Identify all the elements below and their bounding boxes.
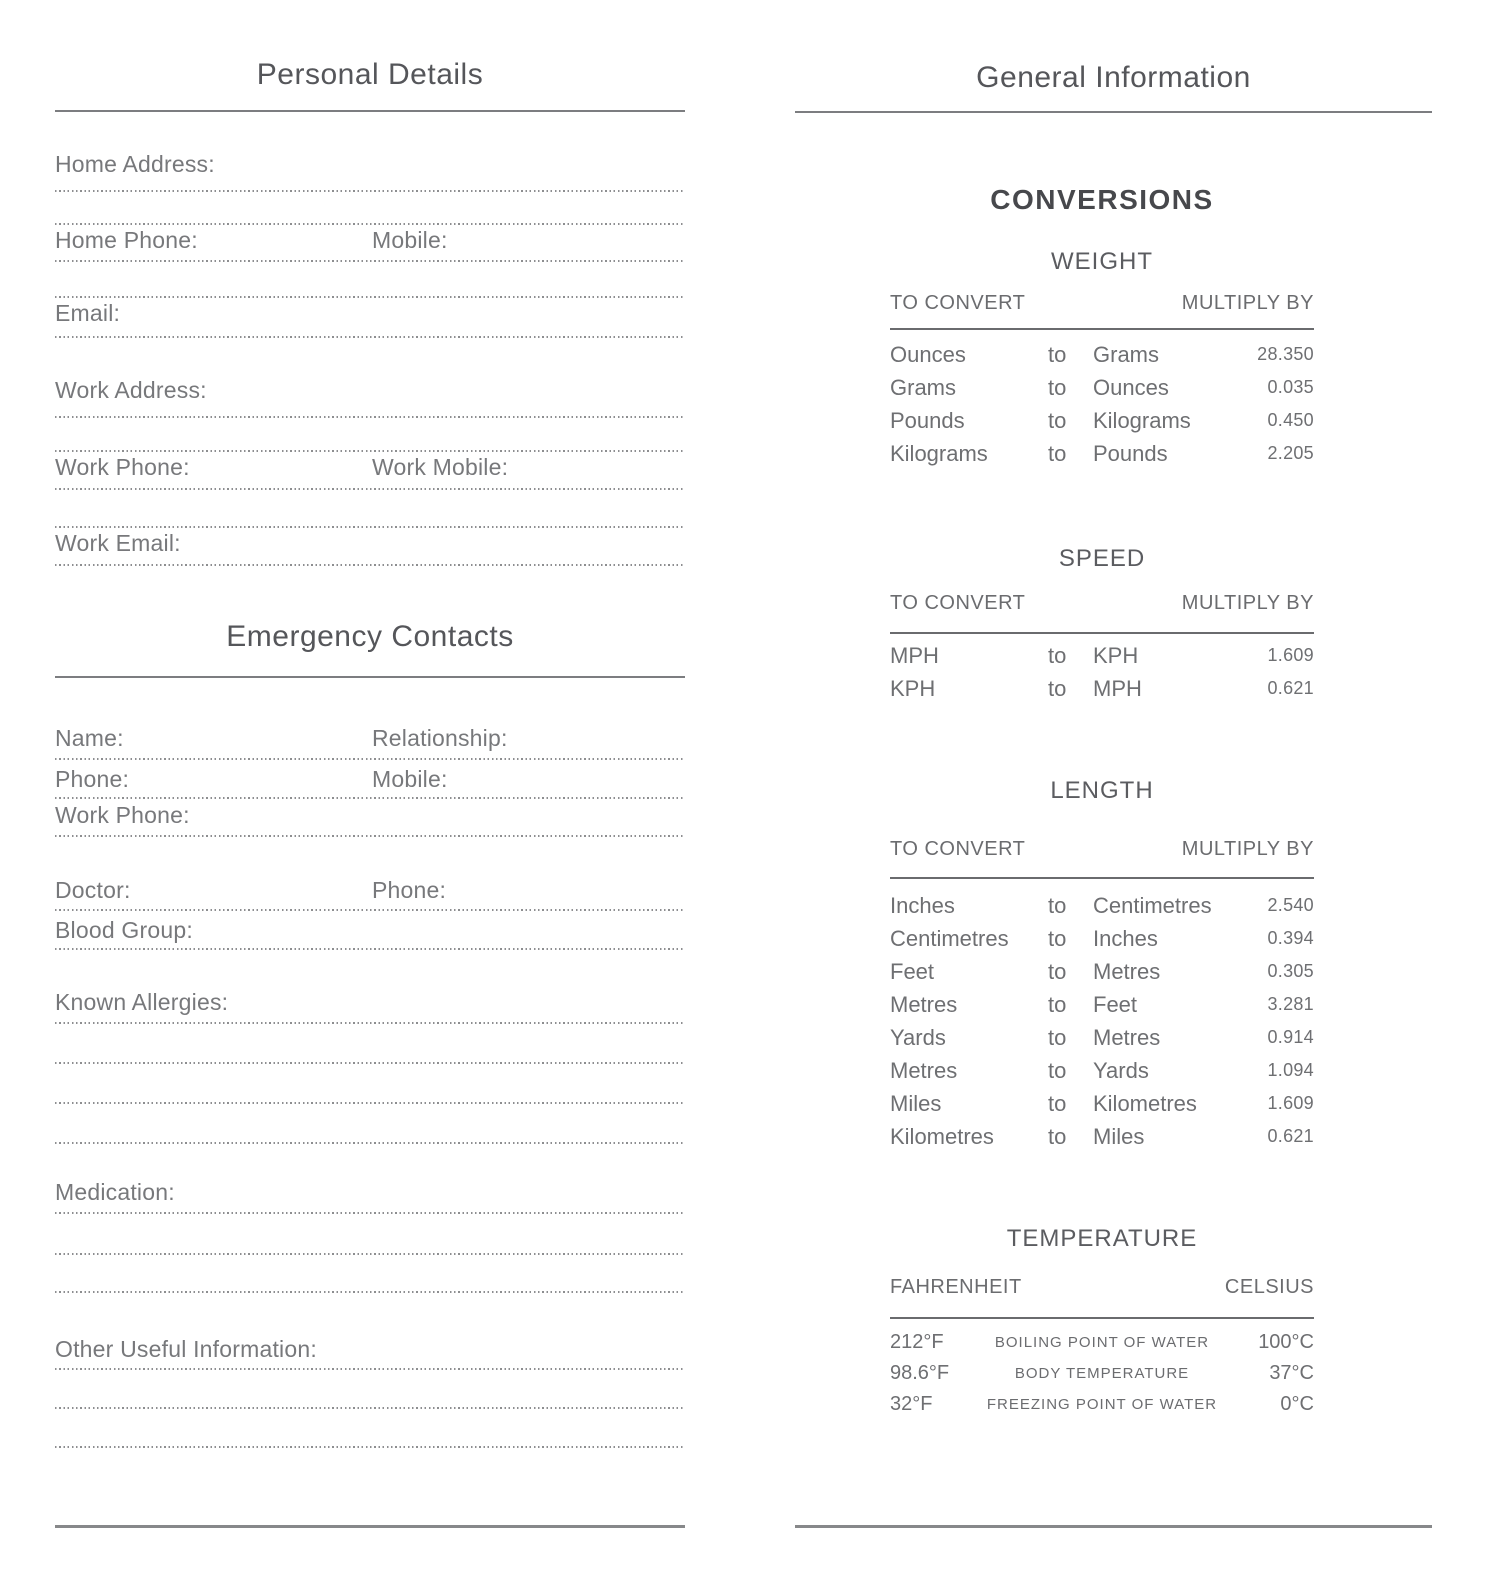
fill-in-line: [55, 1291, 685, 1293]
to-word: to: [1048, 1024, 1067, 1050]
medication-field: [55, 1180, 685, 1293]
unit-from: Centimetres: [890, 925, 1009, 951]
conversion-factor: 0.621: [1267, 1126, 1314, 1146]
unit-from: Pounds: [890, 407, 965, 433]
conversion-factor: 28.350: [1257, 344, 1314, 364]
work-email-field: [55, 526, 685, 566]
contact-work-phone-field: [55, 803, 685, 837]
fill-in-line: [55, 564, 685, 566]
blood-group-label: Blood Group:: [55, 917, 193, 943]
conversions-heading: CONVERSIONS: [990, 184, 1214, 215]
to-convert-header: TO CONVERT: [890, 838, 1026, 860]
fill-in-line: [55, 223, 685, 225]
to-convert-header: TO CONVERT: [890, 592, 1026, 614]
unit-from: Grams: [890, 374, 956, 400]
table-row: [890, 1087, 1314, 1120]
mobile-label: Mobile:: [372, 766, 448, 792]
to-word: to: [1048, 1090, 1067, 1116]
fill-in-line: [55, 1102, 685, 1104]
to-word: to: [1048, 1123, 1067, 1149]
table-row: [890, 1021, 1314, 1054]
unit-to: MPH: [1093, 675, 1142, 701]
conversion-factor: 1.609: [1267, 1093, 1314, 1113]
table-row: [890, 1054, 1314, 1087]
unit-to: Feet: [1093, 991, 1138, 1017]
table-row: [890, 404, 1314, 437]
known-allergies-label: Known Allergies:: [55, 989, 229, 1015]
phone-label: Phone:: [55, 766, 130, 792]
conversion-factor: 1.609: [1267, 645, 1314, 665]
home-address-field: [55, 152, 685, 192]
unit-to: Yards: [1093, 1057, 1149, 1083]
unit-to: Inches: [1093, 925, 1158, 951]
table-row: [890, 371, 1314, 404]
personal-details-column: [55, 0, 685, 1448]
fill-in-line: [55, 1062, 685, 1064]
relationship-label: Relationship:: [372, 725, 508, 751]
home-phone-field: [55, 223, 685, 262]
unit-to: Pounds: [1093, 440, 1168, 466]
fill-in-line: [55, 835, 685, 837]
unit-to: Metres: [1093, 958, 1161, 984]
fahrenheit-header: FAHRENHEIT: [890, 1276, 1022, 1298]
to-word: to: [1048, 341, 1067, 367]
celsius-value: 100°C: [1258, 1331, 1314, 1353]
email-field: [55, 296, 685, 338]
fill-in-line: [55, 758, 685, 760]
to-word: to: [1048, 991, 1067, 1017]
to-word: to: [1048, 925, 1067, 951]
unit-to: KPH: [1093, 642, 1139, 668]
fill-in-line: [55, 1142, 685, 1144]
fill-in-line: [55, 1212, 685, 1214]
email-label: Email:: [55, 300, 121, 326]
to-word: to: [1048, 374, 1067, 400]
personal-details-title: Personal Details: [55, 60, 685, 112]
conversion-factor: 3.281: [1267, 994, 1314, 1014]
general-information-title: General Information: [795, 63, 1432, 113]
length-heading: LENGTH: [1050, 777, 1154, 804]
table-row: [890, 955, 1314, 988]
fill-in-line: [55, 450, 685, 452]
table-row: [890, 639, 1314, 672]
name-label: Name:: [55, 725, 124, 751]
unit-from: MPH: [890, 642, 939, 668]
table-row: [890, 889, 1314, 922]
to-word: to: [1048, 958, 1067, 984]
conversion-factor: 0.450: [1267, 410, 1314, 430]
to-word: to: [1048, 675, 1067, 701]
fill-in-line: [55, 1368, 685, 1370]
doctor-phone-label: Phone:: [372, 877, 447, 903]
conversion-factor: 0.394: [1267, 928, 1314, 948]
page-bottom-rule-right: [795, 1525, 1432, 1528]
to-word: to: [1048, 892, 1067, 918]
fill-in-line: [55, 260, 685, 262]
weight-table-header: [890, 293, 1314, 330]
phone-field: [55, 767, 685, 799]
unit-from: Kilometres: [890, 1123, 994, 1149]
table-row: [890, 988, 1314, 1021]
fill-in-line: [55, 1446, 685, 1448]
general-information-column: [795, 0, 1432, 1420]
speed-table-header: [890, 593, 1314, 634]
fill-in-line: [55, 948, 685, 950]
work-mobile-label: Work Mobile:: [372, 454, 509, 480]
temperature-table: [890, 1319, 1314, 1420]
fahrenheit-value: 98.6°F: [890, 1362, 950, 1384]
table-row: [890, 672, 1314, 705]
unit-to: Miles: [1093, 1123, 1145, 1149]
table-row: [890, 1389, 1314, 1420]
unit-to: Grams: [1093, 341, 1159, 367]
fill-in-line: [55, 190, 685, 192]
fahrenheit-value: 212°F: [890, 1331, 944, 1353]
conversion-factor: 0.305: [1267, 961, 1314, 981]
doctor-label: Doctor:: [55, 877, 131, 903]
conversion-factor: 0.035: [1267, 377, 1314, 397]
temperature-description: FREEZING POINT OF WATER: [986, 1396, 1218, 1413]
work-email-label: Work Email:: [55, 530, 181, 556]
home-phone-label: Home Phone:: [55, 227, 198, 253]
table-row: [890, 1120, 1314, 1153]
unit-to: Kilograms: [1093, 407, 1191, 433]
unit-from: Ounces: [890, 341, 966, 367]
unit-to: Metres: [1093, 1024, 1161, 1050]
blood-group-field: [55, 918, 685, 950]
multiply-by-header: MULTIPLY BY: [1181, 838, 1314, 860]
work-address-label: Work Address:: [55, 377, 207, 403]
work-phone-field: [55, 450, 685, 490]
multiply-by-header: MULTIPLY BY: [1181, 592, 1314, 614]
fill-in-line: [55, 909, 685, 911]
conversion-factor: 0.621: [1267, 678, 1314, 698]
to-convert-header: TO CONVERT: [890, 292, 1026, 314]
unit-from: KPH: [890, 675, 936, 701]
fahrenheit-value: 32°F: [890, 1393, 933, 1415]
speed-table: [890, 634, 1314, 705]
speed-heading: SPEED: [1058, 545, 1146, 572]
fill-in-line: [55, 416, 685, 418]
to-word: to: [1048, 407, 1067, 433]
unit-to: Ounces: [1093, 374, 1169, 400]
temperature-description: BOILING POINT OF WATER: [994, 1334, 1210, 1351]
temperature-description: BODY TEMPERATURE: [1014, 1365, 1190, 1382]
to-word: to: [1048, 1057, 1067, 1083]
unit-from: Kilograms: [890, 440, 988, 466]
conversion-factor: 2.540: [1267, 895, 1314, 915]
contact-work-phone-label: Work Phone:: [55, 802, 190, 828]
doctor-field: [55, 878, 685, 911]
unit-to: Centimetres: [1093, 892, 1212, 918]
unit-from: Yards: [890, 1024, 946, 1050]
table-row: [890, 922, 1314, 955]
conversion-factor: 1.094: [1267, 1060, 1314, 1080]
celsius-value: 0°C: [1280, 1393, 1314, 1415]
other-info-field: [55, 1337, 685, 1448]
unit-from: Inches: [890, 892, 955, 918]
fill-in-line: [55, 296, 685, 298]
multiply-by-header: MULTIPLY BY: [1181, 292, 1314, 314]
fill-in-line: [55, 488, 685, 490]
unit-from: Feet: [890, 958, 935, 984]
weight-table: [890, 330, 1314, 470]
celsius-header: CELSIUS: [1224, 1276, 1314, 1298]
work-phone-label: Work Phone:: [55, 454, 190, 480]
fill-in-line: [55, 797, 685, 799]
table-row: [890, 437, 1314, 470]
page-bottom-rule-left: [55, 1525, 685, 1528]
fill-in-line: [55, 1253, 685, 1255]
to-word: to: [1048, 642, 1067, 668]
emergency-contacts-title: Emergency Contacts: [55, 622, 685, 678]
celsius-value: 37°C: [1269, 1362, 1314, 1384]
medication-label: Medication:: [55, 1179, 175, 1205]
fill-in-line: [55, 1022, 685, 1024]
temperature-heading: TEMPERATURE: [1006, 1225, 1198, 1252]
table-row: [890, 338, 1314, 371]
unit-to: Kilometres: [1093, 1090, 1197, 1116]
unit-from: Metres: [890, 991, 958, 1017]
fill-in-line: [55, 336, 685, 338]
known-allergies-field: [55, 990, 685, 1144]
to-word: to: [1048, 440, 1067, 466]
work-address-field: [55, 378, 685, 418]
fill-in-line: [55, 1407, 685, 1409]
temperature-table-header: [890, 1277, 1314, 1319]
name-field: [55, 726, 685, 760]
length-table: [890, 879, 1314, 1153]
conversion-factor: 2.205: [1267, 443, 1314, 463]
fill-in-line: [55, 526, 685, 528]
conversion-factor: 0.914: [1267, 1027, 1314, 1047]
unit-from: Metres: [890, 1057, 958, 1083]
mobile-label: Mobile:: [372, 227, 448, 253]
table-row: [890, 1327, 1314, 1358]
home-address-label: Home Address:: [55, 151, 215, 177]
length-table-header: [890, 839, 1314, 879]
other-info-label: Other Useful Information:: [55, 1336, 317, 1362]
unit-from: Miles: [890, 1090, 942, 1116]
weight-heading: WEIGHT: [1051, 248, 1153, 275]
table-row: [890, 1358, 1314, 1389]
